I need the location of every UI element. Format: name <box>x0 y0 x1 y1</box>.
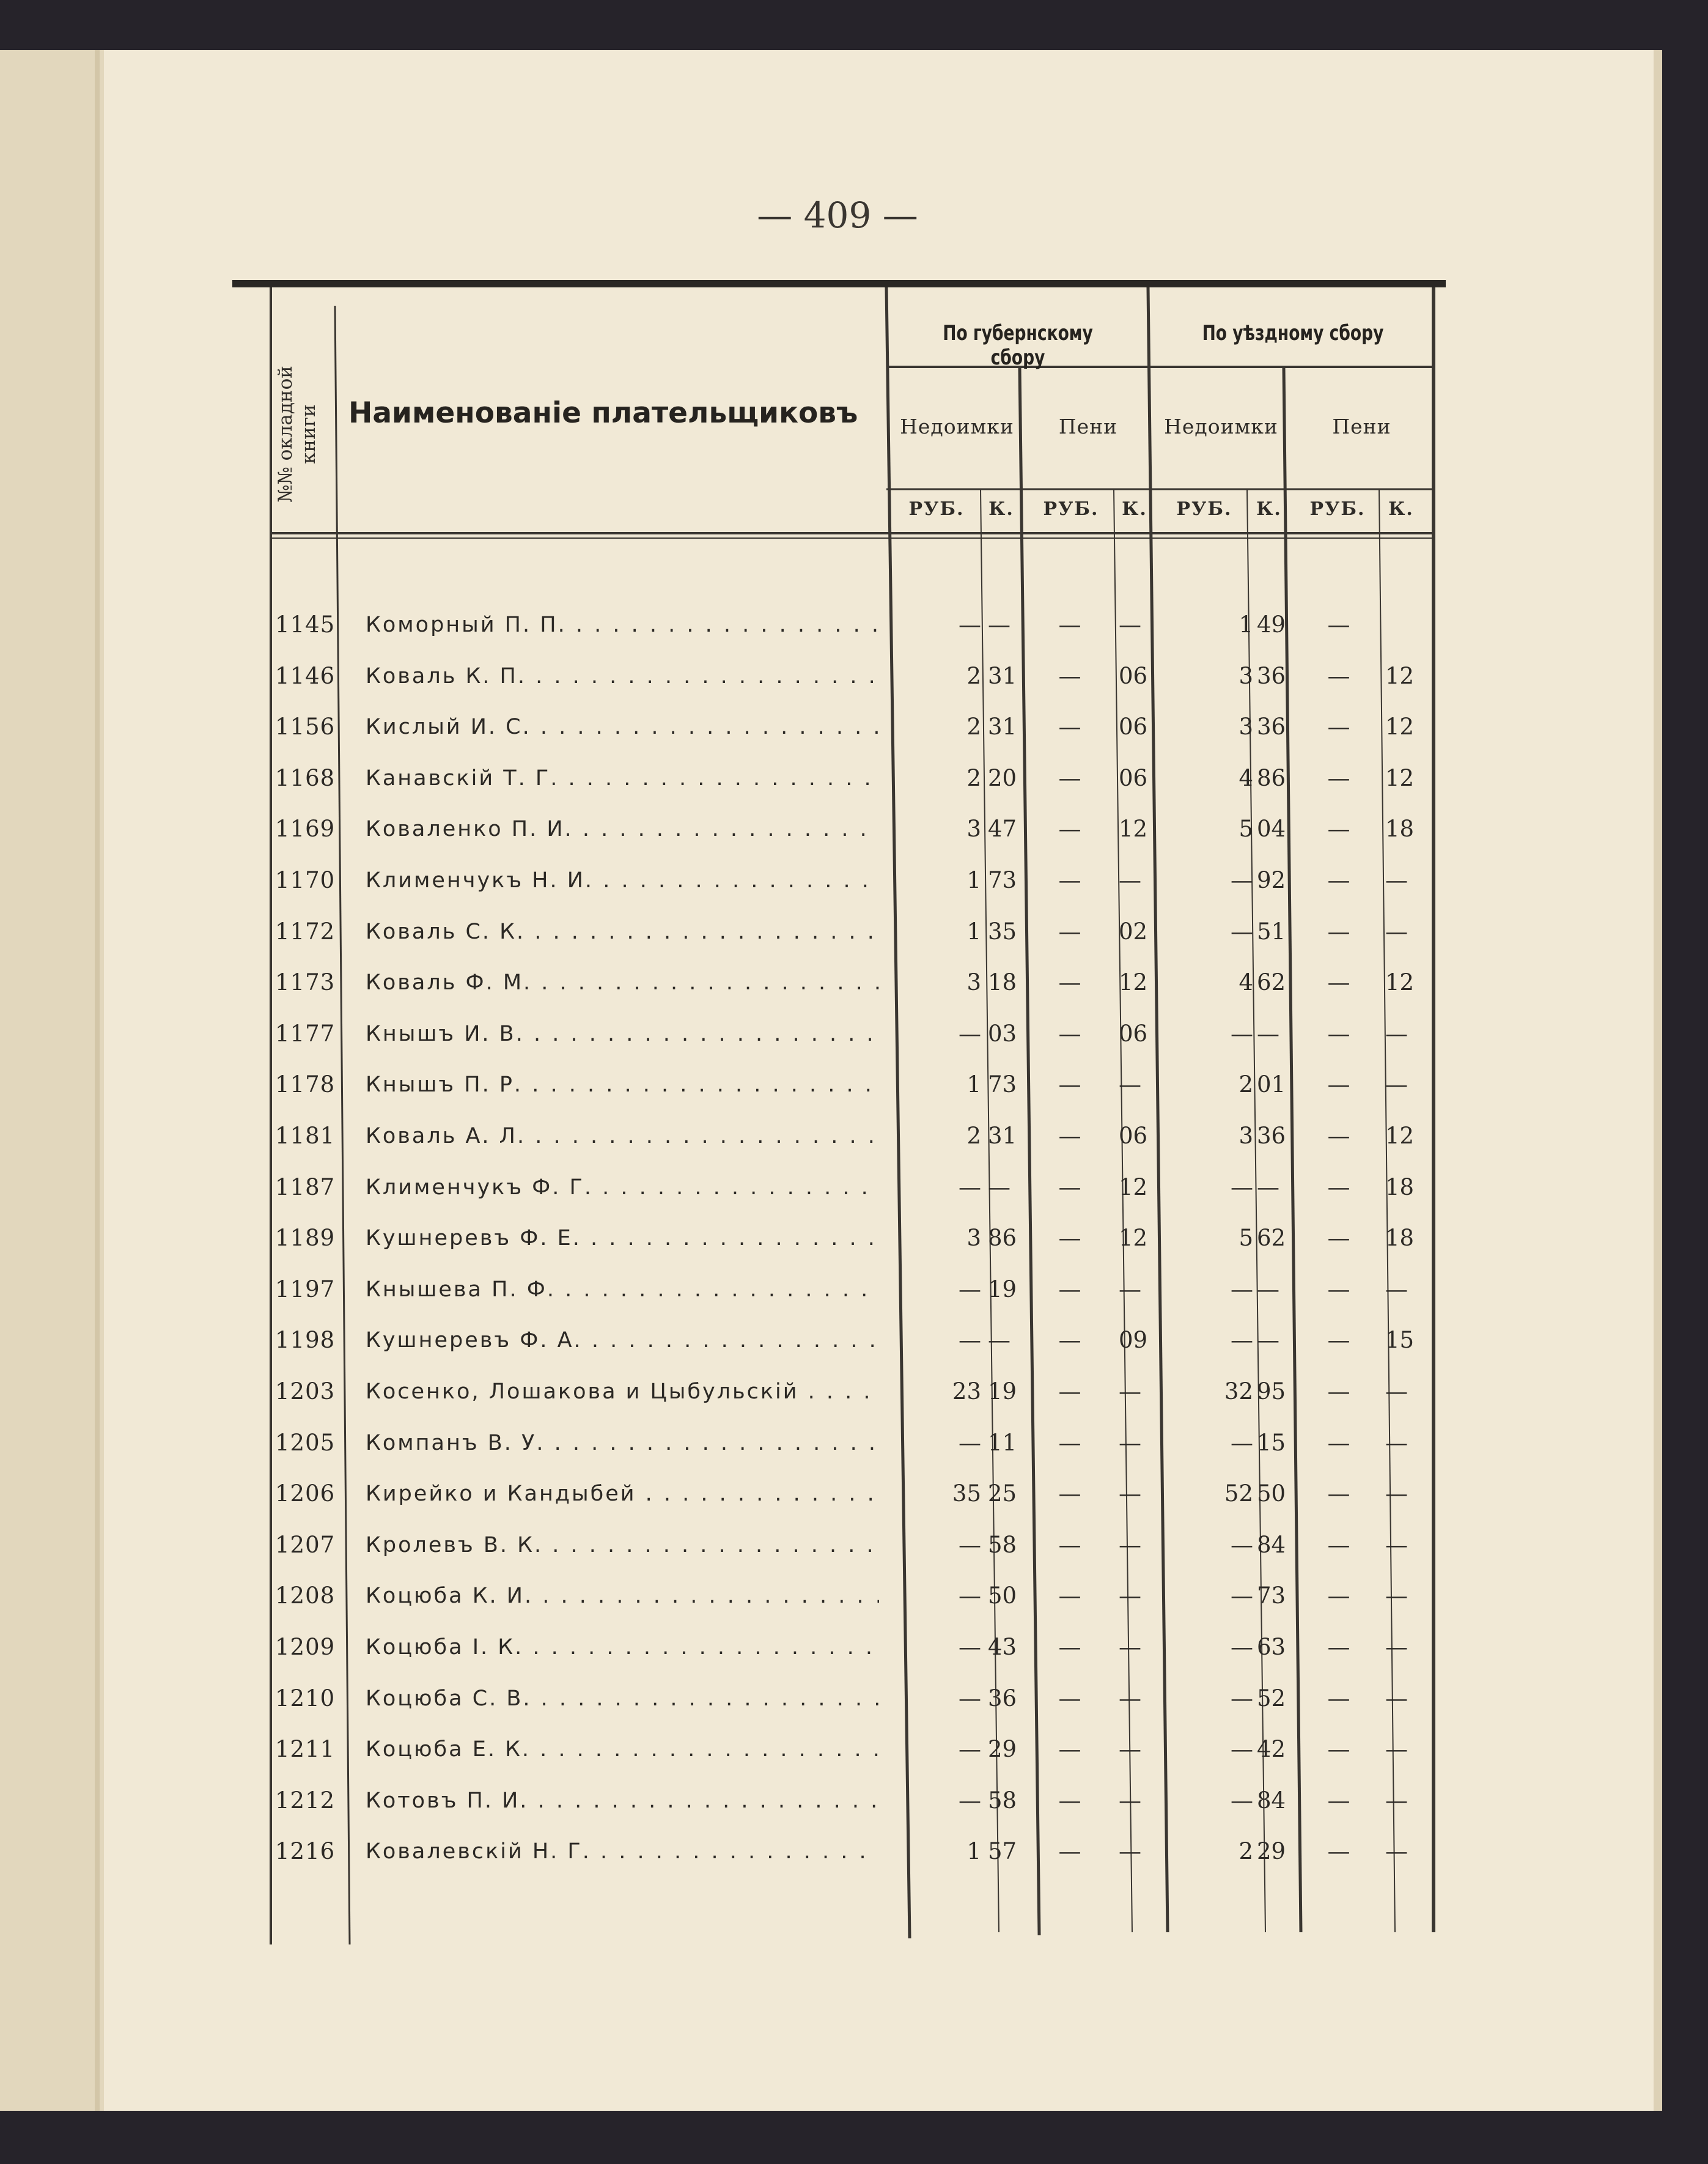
row-uezd-nedoimki-rub: — <box>1231 1173 1253 1200</box>
table-row <box>0 1727 1708 1772</box>
row-gub-peni-rub: — <box>1058 918 1081 945</box>
row-payer-name: Клименчукъ Н. И. . . . <box>366 858 879 903</box>
row-uezd-peni-rub: — <box>1327 1634 1350 1660</box>
row-uezd-peni-rub: — <box>1327 662 1350 689</box>
row-gub-peni-rub: — <box>1058 1634 1081 1660</box>
table-row <box>0 960 1708 1005</box>
row-payer-name: Кнышева П. Ф. . . . <box>366 1267 879 1312</box>
row-gub-nedoimki-kop: 58 <box>988 1787 1017 1814</box>
row-gub-peni-rub: — <box>1058 867 1081 893</box>
row-uezd-nedoimki-rub: 4 <box>1239 969 1253 996</box>
row-uezd-peni-rub: — <box>1327 1071 1350 1098</box>
row-gub-nedoimki-kop: 86 <box>988 1225 1017 1252</box>
table-row <box>0 704 1708 750</box>
row-gub-peni-rub: — <box>1058 1225 1081 1252</box>
header-gub-nedoimki: Недоимки <box>900 415 1014 438</box>
row-gub-peni-kop: — <box>1119 1838 1141 1865</box>
row-uezd-peni-rub: — <box>1327 714 1350 740</box>
row-book-number: 1198 <box>275 1327 336 1354</box>
row-uezd-nedoimki-kop: 15 <box>1257 1429 1286 1456</box>
table-row <box>0 807 1708 852</box>
row-uezd-peni-rub: — <box>1327 1173 1350 1200</box>
row-uezd-nedoimki-kop: 52 <box>1257 1685 1286 1712</box>
row-gub-peni-kop: — <box>1119 1582 1141 1609</box>
row-gub-peni-kop: — <box>1119 1480 1141 1507</box>
row-uezd-peni-kop: — <box>1385 1634 1408 1660</box>
row-uezd-nedoimki-kop: 84 <box>1257 1787 1286 1814</box>
row-gub-nedoimki-rub: — <box>959 1173 981 1200</box>
row-uezd-peni-kop: — <box>1385 1071 1408 1098</box>
row-book-number: 1178 <box>275 1071 336 1098</box>
row-uezd-nedoimki-rub: — <box>1231 1531 1253 1558</box>
row-gub-peni-kop: 02 <box>1119 918 1148 945</box>
row-gub-peni-rub: — <box>1058 1173 1081 1200</box>
row-uezd-peni-rub: — <box>1327 1327 1350 1354</box>
row-uezd-peni-kop: 12 <box>1385 764 1415 791</box>
row-gub-peni-rub: — <box>1058 1838 1081 1865</box>
row-gub-nedoimki-kop: 19 <box>988 1378 1017 1405</box>
row-uezd-peni-kop: 12 <box>1385 1123 1415 1149</box>
row-book-number: 1145 <box>275 611 336 638</box>
row-gub-nedoimki-rub: 2 <box>966 764 981 791</box>
row-gub-peni-rub: — <box>1058 1531 1081 1558</box>
row-gub-nedoimki-kop: 18 <box>988 969 1017 996</box>
row-gub-peni-kop: — <box>1119 1429 1141 1456</box>
table-row <box>0 1267 1708 1312</box>
row-gub-peni-rub: — <box>1058 1276 1081 1302</box>
row-uezd-peni-kop: — <box>1385 1531 1408 1558</box>
row-payer-name: Коморный П. П. . . . <box>366 602 879 648</box>
row-gub-peni-rub: — <box>1058 1378 1081 1405</box>
row-uezd-peni-rub: — <box>1327 867 1350 893</box>
row-payer-name: Кнышъ И. В. . . . <box>366 1011 879 1057</box>
row-gub-nedoimki-rub: 3 <box>966 1225 981 1252</box>
row-uezd-peni-kop: 15 <box>1385 1327 1415 1354</box>
row-book-number: 1211 <box>275 1736 336 1763</box>
row-uezd-nedoimki-kop: 95 <box>1257 1378 1286 1405</box>
row-uezd-peni-rub: — <box>1327 1582 1350 1609</box>
row-uezd-nedoimki-kop: — <box>1257 1327 1279 1354</box>
table-row <box>0 756 1708 801</box>
row-uezd-nedoimki-kop: 29 <box>1257 1838 1286 1865</box>
row-uezd-peni-rub: — <box>1327 1429 1350 1456</box>
row-gub-nedoimki-kop: 31 <box>988 1123 1017 1149</box>
row-uezd-peni-rub: — <box>1327 1276 1350 1302</box>
row-uezd-nedoimki-rub: 3 <box>1239 714 1253 740</box>
table-row <box>0 1676 1708 1721</box>
header-unit-kop-2: К. <box>1122 498 1147 520</box>
row-gub-nedoimki-kop: 73 <box>988 1071 1017 1098</box>
row-uezd-peni-kop: — <box>1385 1685 1408 1712</box>
row-gub-peni-kop: 12 <box>1119 969 1148 996</box>
row-payer-name: Кислый И. С. . . . <box>366 704 879 750</box>
row-payer-name: Коцюба К. И. . . . <box>366 1573 879 1619</box>
header-group-uezd: По уѣздному сбору <box>1202 321 1384 345</box>
table-row <box>0 1062 1708 1107</box>
header-unit-rub-4: РУБ. <box>1309 498 1366 520</box>
row-gub-nedoimki-rub: 2 <box>966 714 981 740</box>
row-gub-nedoimki-kop: 36 <box>988 1685 1017 1712</box>
row-gub-nedoimki-kop: 11 <box>988 1429 1017 1456</box>
table-row <box>0 1011 1708 1057</box>
row-uezd-nedoimki-kop: 62 <box>1257 1225 1286 1252</box>
row-payer-name: Ковалевскій Н. Г. . . . <box>366 1829 879 1874</box>
row-payer-name: Коваль А. Л. . . . <box>366 1113 879 1159</box>
row-uezd-nedoimki-kop: — <box>1257 1276 1279 1302</box>
row-gub-peni-kop: — <box>1119 1276 1141 1302</box>
row-gub-peni-rub: — <box>1058 1429 1081 1456</box>
row-gub-nedoimki-rub: — <box>959 1736 981 1763</box>
row-book-number: 1189 <box>275 1225 336 1252</box>
row-uezd-nedoimki-rub: 32 <box>1224 1378 1253 1405</box>
row-uezd-peni-kop: 18 <box>1385 816 1415 843</box>
row-uezd-nedoimki-rub: — <box>1231 1685 1253 1712</box>
row-book-number: 1169 <box>275 816 336 843</box>
row-payer-name: Кнышъ П. Р. . . . <box>366 1062 879 1107</box>
row-gub-peni-kop: 06 <box>1119 662 1148 689</box>
row-uezd-peni-rub: — <box>1327 1123 1350 1149</box>
row-book-number: 1156 <box>275 714 336 740</box>
table-row <box>0 1216 1708 1261</box>
table-row <box>0 1523 1708 1568</box>
row-uezd-nedoimki-rub: — <box>1231 1582 1253 1609</box>
row-uezd-nedoimki-kop: 42 <box>1257 1736 1286 1763</box>
table-row <box>0 1625 1708 1670</box>
row-gub-nedoimki-kop: 31 <box>988 662 1017 689</box>
row-uezd-peni-rub: — <box>1327 1685 1350 1712</box>
row-book-number: 1208 <box>275 1582 336 1609</box>
row-uezd-peni-rub: — <box>1327 1378 1350 1405</box>
row-gub-nedoimki-rub: — <box>959 1634 981 1660</box>
header-uezd-peni: Пени <box>1332 415 1391 438</box>
header-unit-kop-4: К. <box>1388 498 1414 520</box>
row-gub-nedoimki-kop: 43 <box>988 1634 1017 1660</box>
row-uezd-peni-rub: — <box>1327 1787 1350 1814</box>
row-uezd-nedoimki-rub: — <box>1231 1787 1253 1814</box>
row-gub-nedoimki-rub: — <box>959 1685 981 1712</box>
row-uezd-peni-rub: — <box>1327 1838 1350 1865</box>
header-book-number: №№ окладной книги <box>274 366 320 503</box>
row-gub-peni-kop: 06 <box>1119 764 1148 791</box>
row-gub-nedoimki-rub: 2 <box>966 1123 981 1149</box>
table-row <box>0 602 1708 648</box>
row-uezd-nedoimki-rub: 2 <box>1239 1071 1253 1098</box>
row-uezd-peni-rub: — <box>1327 816 1350 843</box>
row-gub-nedoimki-rub: — <box>959 611 981 638</box>
row-gub-peni-kop: 06 <box>1119 1123 1148 1149</box>
row-gub-peni-rub: — <box>1058 969 1081 996</box>
row-gub-peni-kop: — <box>1119 611 1141 638</box>
row-payer-name: Косенко, Лошакова и Цыбульскій . . . <box>366 1369 879 1414</box>
row-gub-nedoimki-rub: 1 <box>966 1071 981 1098</box>
row-uezd-nedoimki-kop: 36 <box>1257 714 1286 740</box>
row-uezd-peni-kop: 18 <box>1385 1173 1415 1200</box>
row-uezd-peni-rub: — <box>1327 1480 1350 1507</box>
row-book-number: 1170 <box>275 867 336 893</box>
header-unit-rub-2: РУБ. <box>1043 498 1099 520</box>
row-gub-nedoimki-rub: — <box>959 1327 981 1354</box>
row-uezd-nedoimki-rub: — <box>1231 1020 1253 1047</box>
row-uezd-nedoimki-rub: 5 <box>1239 1225 1253 1252</box>
row-book-number: 1203 <box>275 1378 336 1405</box>
row-uezd-nedoimki-kop: 73 <box>1257 1582 1286 1609</box>
row-uezd-peni-kop: 18 <box>1385 1225 1415 1252</box>
row-uezd-peni-rub: — <box>1327 918 1350 945</box>
row-gub-peni-rub: — <box>1058 1327 1081 1354</box>
row-gub-peni-rub: — <box>1058 611 1081 638</box>
row-gub-peni-rub: — <box>1058 1582 1081 1609</box>
row-uezd-nedoimki-rub: 5 <box>1239 816 1253 843</box>
row-gub-nedoimki-kop: 57 <box>988 1838 1017 1865</box>
row-book-number: 1210 <box>275 1685 336 1712</box>
row-gub-peni-kop: 12 <box>1119 1173 1148 1200</box>
row-uezd-nedoimki-kop: — <box>1257 1173 1279 1200</box>
row-gub-nedoimki-kop: 29 <box>988 1736 1017 1763</box>
row-uezd-nedoimki-rub: 2 <box>1239 1838 1253 1865</box>
row-book-number: 1181 <box>275 1123 336 1149</box>
row-uezd-nedoimki-rub: 52 <box>1224 1480 1253 1507</box>
row-gub-peni-rub: — <box>1058 1123 1081 1149</box>
row-book-number: 1197 <box>275 1276 336 1302</box>
row-book-number: 1206 <box>275 1480 336 1507</box>
row-gub-peni-rub: — <box>1058 1020 1081 1047</box>
row-uezd-nedoimki-kop: 86 <box>1257 764 1286 791</box>
table-row <box>0 1369 1708 1414</box>
row-book-number: 1177 <box>275 1020 336 1047</box>
header-payers-name: Наименованіе плательщиковъ <box>348 396 858 430</box>
row-uezd-nedoimki-kop: — <box>1257 1020 1279 1047</box>
row-uezd-peni-kop: — <box>1385 1582 1408 1609</box>
row-uezd-nedoimki-rub: 1 <box>1239 611 1253 638</box>
row-gub-peni-kop: — <box>1119 1634 1141 1660</box>
row-gub-peni-rub: — <box>1058 1071 1081 1098</box>
row-gub-nedoimki-rub: — <box>959 1020 981 1047</box>
table-row <box>0 1318 1708 1363</box>
row-book-number: 1209 <box>275 1634 336 1660</box>
row-gub-peni-rub: — <box>1058 1685 1081 1712</box>
row-uezd-nedoimki-rub: 3 <box>1239 1123 1253 1149</box>
table-row <box>0 1420 1708 1466</box>
row-payer-name: Коцюба Е. К. . . . <box>366 1727 879 1772</box>
row-gub-peni-rub: — <box>1058 816 1081 843</box>
table-row <box>0 909 1708 955</box>
row-book-number: 1212 <box>275 1787 336 1814</box>
row-gub-peni-rub: — <box>1058 764 1081 791</box>
row-uezd-nedoimki-rub: 3 <box>1239 662 1253 689</box>
row-gub-nedoimki-rub: — <box>959 1276 981 1302</box>
table-row <box>0 1113 1708 1159</box>
row-gub-nedoimki-rub: 35 <box>952 1480 981 1507</box>
row-uezd-nedoimki-kop: 36 <box>1257 662 1286 689</box>
row-payer-name: Коваль К. П. . . . <box>366 654 879 699</box>
row-payer-name: Коцюба І. К. . . . <box>366 1625 879 1670</box>
row-gub-nedoimki-kop: 31 <box>988 714 1017 740</box>
row-gub-nedoimki-rub: 23 <box>952 1378 981 1405</box>
row-gub-nedoimki-kop: 58 <box>988 1531 1017 1558</box>
row-payer-name: Клименчукъ Ф. Г. . . . <box>366 1165 879 1210</box>
row-book-number: 1168 <box>275 764 336 791</box>
row-uezd-peni-kop: — <box>1385 1736 1408 1763</box>
row-gub-nedoimki-kop: 73 <box>988 867 1017 893</box>
row-gub-peni-kop: — <box>1119 1071 1141 1098</box>
row-uezd-peni-kop: — <box>1385 1020 1408 1047</box>
row-gub-nedoimki-rub: — <box>959 1787 981 1814</box>
row-gub-peni-kop: — <box>1119 1685 1141 1712</box>
row-uezd-nedoimki-rub: — <box>1231 1429 1253 1456</box>
header-group-gubernia: По губернскому сбору <box>943 321 1093 370</box>
row-uezd-peni-kop: 12 <box>1385 714 1415 740</box>
table-row <box>0 1165 1708 1210</box>
row-payer-name: Коваленко П. И. . . . <box>366 807 879 852</box>
row-gub-nedoimki-rub: 2 <box>966 662 981 689</box>
row-gub-peni-rub: — <box>1058 662 1081 689</box>
row-uezd-nedoimki-kop: 84 <box>1257 1531 1286 1558</box>
table-row <box>0 654 1708 699</box>
row-uezd-peni-rub: — <box>1327 1225 1350 1252</box>
row-gub-peni-kop: — <box>1119 1787 1141 1814</box>
row-payer-name: Кушнеревъ Ф. Е. . . . <box>366 1216 879 1261</box>
row-uezd-nedoimki-kop: 04 <box>1257 816 1286 843</box>
row-uezd-nedoimki-rub: — <box>1231 1634 1253 1660</box>
row-uezd-nedoimki-kop: 36 <box>1257 1123 1286 1149</box>
row-gub-peni-kop: 09 <box>1119 1327 1148 1354</box>
row-uezd-nedoimki-kop: 62 <box>1257 969 1286 996</box>
row-payer-name: Кролевъ В. К. . . . <box>366 1523 879 1568</box>
row-gub-nedoimki-kop: 20 <box>988 764 1017 791</box>
row-uezd-nedoimki-kop: 92 <box>1257 867 1286 893</box>
row-uezd-nedoimki-rub: — <box>1231 1276 1253 1302</box>
row-payer-name: Кушнеревъ Ф. А. . . . <box>366 1318 879 1363</box>
row-uezd-nedoimki-rub: — <box>1231 1327 1253 1354</box>
header-gub-peni: Пени <box>1058 415 1118 438</box>
row-gub-nedoimki-rub: — <box>959 1582 981 1609</box>
row-gub-peni-kop: — <box>1119 1736 1141 1763</box>
row-book-number: 1216 <box>275 1838 336 1865</box>
header-unit-kop-1: К. <box>988 498 1014 520</box>
row-book-number: 1205 <box>275 1429 336 1456</box>
row-uezd-peni-kop: — <box>1385 1480 1408 1507</box>
row-gub-peni-kop: 06 <box>1119 714 1148 740</box>
row-gub-nedoimki-kop: — <box>988 611 1010 638</box>
row-book-number: 1207 <box>275 1531 336 1558</box>
row-gub-nedoimki-kop: 25 <box>988 1480 1017 1507</box>
row-gub-peni-rub: — <box>1058 1736 1081 1763</box>
row-uezd-peni-kop: — <box>1385 1276 1408 1302</box>
row-gub-nedoimki-kop: — <box>988 1173 1010 1200</box>
row-uezd-peni-rub: — <box>1327 764 1350 791</box>
row-gub-nedoimki-rub: 3 <box>966 969 981 996</box>
row-gub-nedoimki-rub: 1 <box>966 867 981 893</box>
row-uezd-nedoimki-rub: — <box>1231 918 1253 945</box>
row-book-number: 1187 <box>275 1173 336 1200</box>
table-row <box>0 1829 1708 1874</box>
row-uezd-peni-kop: — <box>1385 1378 1408 1405</box>
row-uezd-nedoimki-kop: 50 <box>1257 1480 1286 1507</box>
row-uezd-nedoimki-rub: — <box>1231 867 1253 893</box>
row-gub-nedoimki-kop: — <box>988 1327 1010 1354</box>
header-uezd-nedoimki: Недоимки <box>1164 415 1278 438</box>
row-uezd-peni-kop: — <box>1385 1429 1408 1456</box>
row-payer-name: Коцюба С. В. . . . <box>366 1676 879 1721</box>
row-gub-peni-rub: — <box>1058 714 1081 740</box>
row-uezd-peni-rub: — <box>1327 1736 1350 1763</box>
header-unit-rub-1: РУБ. <box>908 498 965 520</box>
row-uezd-peni-kop: — <box>1385 918 1408 945</box>
row-gub-peni-rub: — <box>1058 1480 1081 1507</box>
row-gub-peni-kop: 12 <box>1119 816 1148 843</box>
row-uezd-peni-kop: — <box>1385 867 1408 893</box>
table-row <box>0 1778 1708 1823</box>
row-uezd-nedoimki-rub: — <box>1231 1736 1253 1763</box>
row-payer-name: Компанъ В. У. . . . <box>366 1420 879 1466</box>
row-uezd-peni-rub: — <box>1327 1020 1350 1047</box>
row-uezd-peni-kop <box>1383 602 1422 648</box>
row-uezd-nedoimki-rub: 4 <box>1239 764 1253 791</box>
row-uezd-peni-rub: — <box>1327 969 1350 996</box>
row-uezd-peni-kop: 12 <box>1385 969 1415 996</box>
row-book-number: 1146 <box>275 662 336 689</box>
row-payer-name: Коваль С. К. . . . <box>366 909 879 955</box>
row-gub-nedoimki-rub: — <box>959 1429 981 1456</box>
row-payer-name: Кирейко и Кандыбей . . . <box>366 1471 879 1516</box>
row-book-number: 1172 <box>275 918 336 945</box>
row-payer-name: Канавскій Т. Г. . . . <box>366 756 879 801</box>
row-gub-peni-kop: — <box>1119 867 1141 893</box>
row-gub-peni-kop: — <box>1119 1378 1141 1405</box>
table-row <box>0 1573 1708 1619</box>
row-uezd-peni-kop: — <box>1385 1787 1408 1814</box>
row-uezd-peni-kop: — <box>1385 1838 1408 1865</box>
row-uezd-nedoimki-kop: 49 <box>1257 611 1286 638</box>
row-gub-nedoimki-rub: 1 <box>966 918 981 945</box>
row-gub-peni-rub: — <box>1058 1787 1081 1814</box>
row-book-number: 1173 <box>275 969 336 996</box>
row-payer-name: Котовъ П. И. . . . <box>366 1778 879 1823</box>
row-gub-nedoimki-rub: — <box>959 1531 981 1558</box>
table-row <box>0 1471 1708 1516</box>
row-gub-nedoimki-kop: 19 <box>988 1276 1017 1302</box>
header-unit-rub-3: РУБ. <box>1176 498 1232 520</box>
row-uezd-peni-rub: — <box>1327 1531 1350 1558</box>
row-gub-peni-kop: 06 <box>1119 1020 1148 1047</box>
row-uezd-peni-kop: 12 <box>1385 662 1415 689</box>
row-gub-peni-kop: — <box>1119 1531 1141 1558</box>
row-gub-nedoimki-kop: 50 <box>988 1582 1017 1609</box>
row-uezd-nedoimki-kop: 01 <box>1257 1071 1286 1098</box>
row-gub-nedoimki-rub: 3 <box>966 816 981 843</box>
header-unit-kop-3: К. <box>1256 498 1282 520</box>
row-gub-peni-kop: 12 <box>1119 1225 1148 1252</box>
row-uezd-peni-rub: — <box>1327 611 1350 638</box>
row-gub-nedoimki-kop: 47 <box>988 816 1017 843</box>
row-gub-nedoimki-kop: 35 <box>988 918 1017 945</box>
row-uezd-nedoimki-kop: 51 <box>1257 918 1286 945</box>
row-gub-nedoimki-rub: 1 <box>966 1838 981 1865</box>
row-uezd-nedoimki-kop: 63 <box>1257 1634 1286 1660</box>
table-row <box>0 858 1708 903</box>
row-gub-nedoimki-kop: 03 <box>988 1020 1017 1047</box>
page-number: — 409 — <box>757 194 918 236</box>
row-payer-name: Коваль Ф. М. . . . <box>366 960 879 1005</box>
